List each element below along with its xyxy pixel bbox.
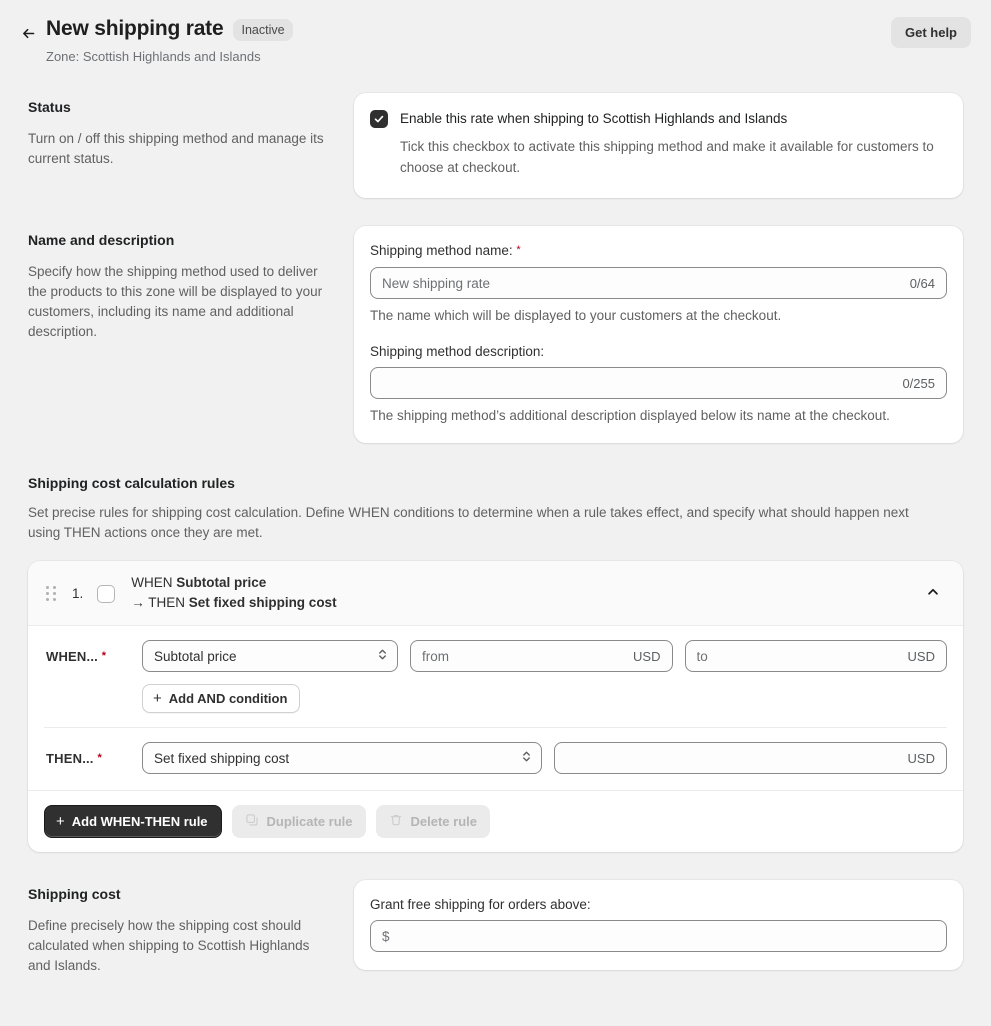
shipping-method-name-label-text: Shipping method name: (370, 243, 513, 258)
shipping-method-description-input[interactable] (382, 376, 894, 391)
rule-header (28, 561, 963, 626)
header-title-block (46, 16, 891, 65)
rule-summary (131, 573, 919, 613)
check-icon (373, 113, 385, 125)
arrow-left-icon (20, 25, 37, 42)
plus-icon: + (56, 812, 65, 830)
rule-summary-then (131, 593, 919, 613)
add-and-condition-button[interactable] (142, 684, 300, 713)
shipping-method-name-label (370, 242, 947, 261)
shipping-method-name-input-shell[interactable] (370, 267, 947, 299)
delete-rule-label: Delete rule (410, 814, 477, 829)
name-description: Specify how the shipping method used to deliver the products to this zone will be displayed to your customers, including its name and additional description. (28, 264, 323, 339)
shipping-method-description-help: The shipping method’s additional description displayed below its name at the checkout. (370, 408, 890, 423)
when-required-marker: * (101, 649, 107, 662)
then-amount-currency: USD (907, 750, 935, 766)
shipping-cost-heading: Shipping cost (28, 886, 121, 902)
duplicate-rule-label: Duplicate rule (266, 814, 353, 829)
status-description: Turn on / off this shipping method and manage its current status. (28, 131, 324, 166)
when-from-input[interactable] (422, 649, 625, 664)
rule-actions-bar (28, 790, 963, 852)
add-and-condition-label: Add AND condition (168, 691, 288, 706)
rules-section-header (0, 473, 991, 543)
shipping-method-description-label: Shipping method description: (370, 344, 545, 359)
then-label (44, 751, 130, 766)
when-to-currency: USD (907, 648, 935, 664)
rule-index: 1. (72, 585, 84, 601)
when-to-input[interactable] (697, 649, 900, 664)
enable-rate-help: Tick this checkbox to activate this shipping method and make it available for customers to choose at checkout. (400, 139, 934, 175)
then-action-select[interactable] (142, 742, 542, 774)
name-description-card (354, 226, 963, 443)
get-help-button[interactable]: Get help (891, 17, 971, 48)
name-description-section (0, 226, 991, 443)
free-shipping-label: Grant free shipping for orders above: (370, 897, 591, 912)
duplicate-icon (245, 813, 259, 830)
delete-rule-button (376, 805, 490, 838)
status-badge: Inactive (233, 19, 292, 41)
enable-rate-row (370, 109, 947, 178)
free-shipping-input[interactable] (382, 929, 935, 944)
shipping-cost-description: Define precisely how the shipping cost should calculated when shipping to Scottish Highlands and Islands. (28, 918, 310, 973)
enable-rate-checkbox[interactable] (370, 110, 388, 128)
rules-card (28, 561, 963, 852)
rules-description: Set precise rules for shipping cost calculation. Define WHEN conditions to determine when a rule takes effect, and specify what should happen next using THEN actions once they are met. (28, 505, 909, 540)
then-label-text: THEN... (46, 750, 94, 766)
drag-handle-icon[interactable] (44, 583, 58, 603)
when-row (44, 626, 947, 672)
status-section (0, 93, 991, 198)
trash-icon (389, 813, 403, 830)
when-from-input-shell[interactable] (410, 640, 673, 672)
free-shipping-input-shell[interactable] (370, 920, 947, 952)
when-from-currency: USD (633, 648, 661, 664)
shipping-method-name-help: The name which will be displayed to your customers at the checkout. (370, 308, 782, 323)
chevron-updown-icon (521, 749, 532, 767)
rule-summary-when-prefix: WHEN (131, 575, 173, 590)
rule-summary-then-prefix: → THEN (131, 595, 186, 610)
page-title: New shipping rate (46, 17, 224, 40)
enable-rate-label: Enable this rate when shipping to Scottish Highlands and Islands (400, 111, 788, 126)
duplicate-rule-button (232, 805, 366, 838)
status-section-aside (28, 93, 354, 169)
then-amount-input[interactable] (566, 751, 900, 766)
rule-summary-then-value: Set fixed shipping cost (188, 595, 337, 610)
rule-body (28, 626, 963, 790)
then-action-select-value: Set fixed shipping cost (154, 750, 290, 766)
then-required-marker: * (97, 751, 102, 764)
shipping-method-name-input[interactable] (382, 276, 902, 291)
rule-collapse-button[interactable] (919, 579, 947, 607)
name-char-counter: 0/64 (909, 275, 935, 291)
name-section-aside (28, 226, 354, 342)
page-subtitle: Zone: Scottish Highlands and Islands (46, 49, 261, 64)
status-heading: Status (28, 99, 71, 115)
rules-heading: Shipping cost calculation rules (28, 475, 235, 491)
status-card (354, 93, 963, 198)
shipping-cost-section (0, 880, 991, 976)
required-marker: * (516, 244, 521, 256)
when-condition-select-value: Subtotal price (154, 648, 237, 664)
add-when-then-rule-label: Add WHEN-THEN rule (71, 814, 208, 829)
then-amount-input-shell[interactable] (554, 742, 947, 774)
rule-select-checkbox[interactable] (97, 585, 115, 603)
shipping-cost-card (354, 880, 963, 970)
then-row (44, 728, 947, 790)
rule-summary-when (131, 573, 919, 593)
page-header (0, 0, 991, 65)
when-to-input-shell[interactable] (685, 640, 948, 672)
when-condition-select[interactable] (142, 640, 398, 672)
rule-summary-when-value: Subtotal price (176, 575, 267, 590)
plus-icon: + (153, 689, 162, 707)
add-and-condition-row (44, 672, 947, 727)
title-row (46, 16, 891, 42)
when-label (44, 649, 130, 664)
shipping-cost-aside (28, 880, 354, 976)
shipping-method-description-input-shell[interactable] (370, 367, 947, 399)
back-button[interactable] (14, 19, 42, 47)
add-when-then-rule-button[interactable] (44, 805, 222, 838)
chevron-updown-icon (377, 647, 388, 665)
description-char-counter: 0/255 (902, 375, 935, 391)
chevron-up-icon (926, 585, 940, 602)
name-heading: Name and description (28, 232, 175, 248)
when-label-text: WHEN... (46, 648, 98, 664)
